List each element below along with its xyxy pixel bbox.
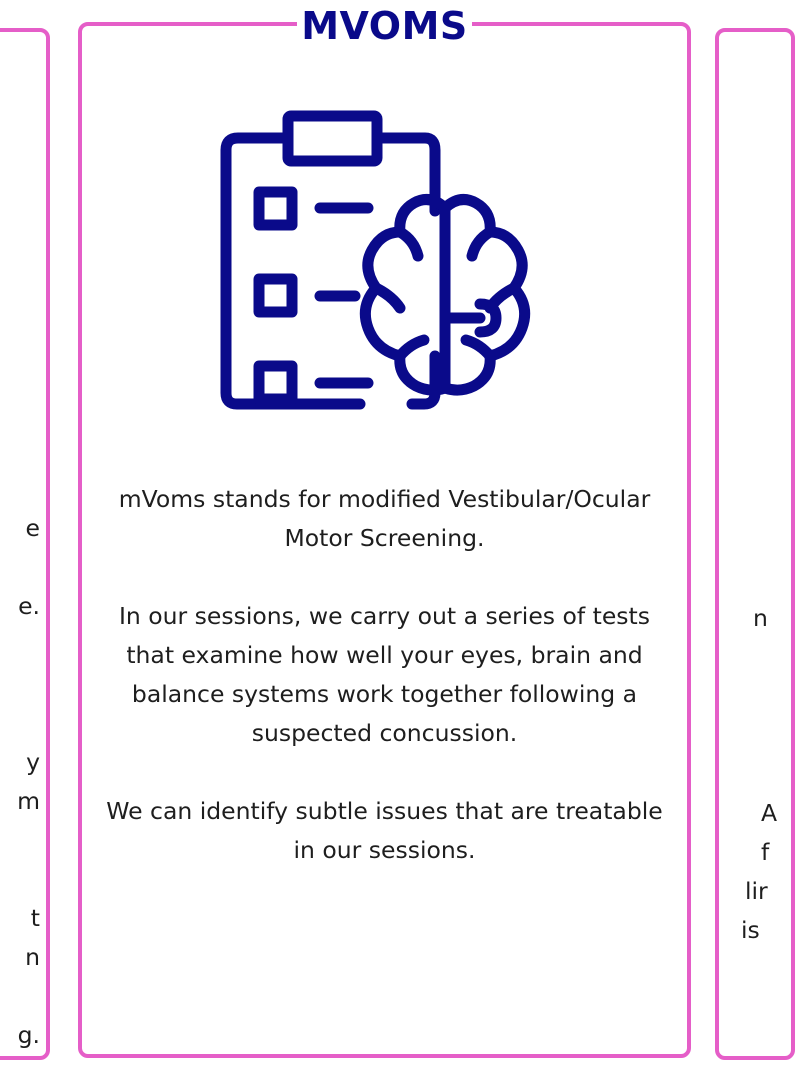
mvoms-card	[78, 4, 691, 1058]
left-text-fragment: m	[17, 787, 40, 815]
right-text-fragment: is	[741, 916, 760, 944]
left-text-fragment: y	[26, 748, 40, 776]
left-text-fragment: e.	[18, 592, 40, 620]
card-description	[92, 480, 677, 870]
left-text-fragment: n	[25, 943, 40, 971]
left-text-fragment: e	[25, 514, 40, 542]
card-left-partial	[0, 28, 50, 1060]
description-paragraph: mVoms stands for modified Vestibular/Ocular Motor Screening.	[118, 485, 651, 552]
card-title-text: MVOMS	[297, 4, 472, 48]
card-right-partial	[715, 28, 795, 1060]
description-paragraph: In our sessions, we carry out a series of tests that examine how well your eyes, brain and balance systems work together following a suspected concussion.	[118, 602, 650, 747]
description-paragraph: We can identify subtle issues that are treatable in our sessions.	[106, 797, 663, 864]
clipboard-brain-icon	[220, 108, 556, 444]
right-text-fragment: f	[761, 838, 770, 866]
right-text-fragment: lir	[745, 877, 768, 905]
left-text-fragment: g.	[17, 1021, 40, 1049]
right-text-fragment: n	[753, 604, 768, 632]
right-text-fragment: A	[761, 799, 778, 827]
left-text-fragment: t	[30, 904, 40, 932]
card-title	[82, 4, 687, 48]
